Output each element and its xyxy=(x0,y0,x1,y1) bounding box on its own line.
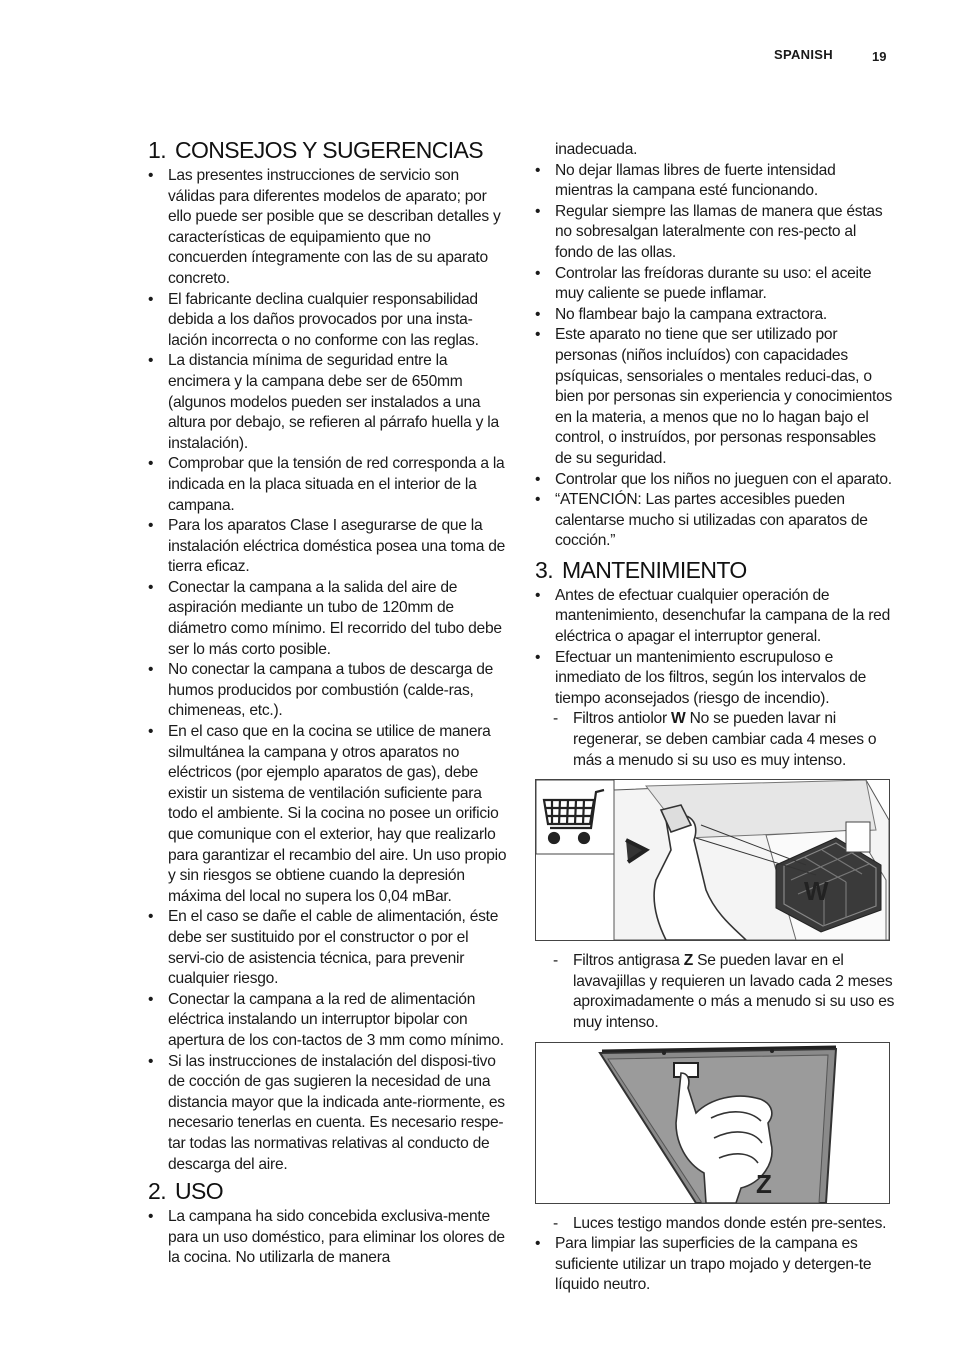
section-3-list-end xyxy=(535,1214,895,1296)
section-1-number: 1. xyxy=(148,137,166,163)
list-item: • Efectuar un mantenimiento escrupuloso e inmediato de los filtros, según los intervalos de tiempo aconsejados (riesgo de incendio). xyxy=(535,648,895,710)
section-2-list-right xyxy=(535,161,895,552)
list-item: • Este aparato no tiene que ser utilizado por personas (niños incluídos) con capacidades psíquicas, sensoriales o mentales reduci-das, o bien por personas sin experiencia y conocimientos en la materia, a menos que no lo hagan bajo el control, o instruídos, por personas responsables de su seguridad. xyxy=(535,325,895,469)
list-item: • La distancia mínima de seguridad entre la encimera y la campana debe ser de 650mm (algunos modelos pueden ser instalados a una altura por debajo, se refieren al párrafo huella y la instalación). xyxy=(148,351,508,454)
odor-filter-figure xyxy=(535,779,890,941)
list-item: • Comprobar que la tensión de red corresponda a la indicada en la placa situada en el interior de la campana. xyxy=(148,454,508,516)
figure-label-z: Z xyxy=(756,1168,772,1199)
list-item: • No flambear bajo la campana extractora. xyxy=(535,305,895,326)
right-column xyxy=(535,140,895,1296)
grease-filter-illustration xyxy=(536,1043,889,1203)
page-number: 19 xyxy=(872,49,887,64)
list-item: • “ATENCIÓN: Las partes accesibles pueden calentarse mucho si utilizadas con aparatos de cocción.” xyxy=(535,490,895,552)
section-3-heading xyxy=(535,557,895,583)
lights-item: - Luces testigo mandos donde estén pre-sentes. xyxy=(535,1214,895,1235)
figure-label-w: W xyxy=(804,876,829,907)
section-2-number: 2. xyxy=(148,1178,166,1205)
list-item: • Para los aparatos Clase I asegurarse de que la instalación eléctrica doméstica posea una toma de tierra eficaz. xyxy=(148,516,508,578)
section-3-number: 3. xyxy=(535,556,553,583)
section-2-list-left xyxy=(148,1207,508,1269)
list-item: • El fabricante declina cualquier responsabilidad debida a los daños provocados por una insta-lación incorrecta o no conforme con las reglas. xyxy=(148,290,508,352)
section-3-list-z xyxy=(535,951,895,1033)
list-item: • Las presentes instrucciones de servicio son válidas para diferentes modelos de aparato; por ello puede ser posible que se describan detalles y características de equipamiento que no concuerden íntegramente con las de su aparato concreto. xyxy=(148,166,508,290)
list-item: • No dejar llamas libres de fuerte intensidad mientras la campana esté funcionando. xyxy=(535,161,895,202)
section-3-list xyxy=(535,586,895,771)
list-item: • Conectar la campana a la red de alimentación eléctrica instalando un interruptor bipolar con apertura de los con-tactos de 3 mm como mínimo. xyxy=(148,990,508,1052)
left-column xyxy=(148,137,508,1269)
list-item: • No conectar la campana a tubos de descarga de humos producidos por combustión (calde-ras, chimeneas, etc.). xyxy=(148,660,508,722)
list-item: • Antes de efectuar cualquier operación de mantenimiento, desenchufar la campana de la red eléctrica o apagar el interruptor general. xyxy=(535,586,895,648)
odor-filter-illustration xyxy=(536,780,889,940)
section-3-title: MANTENIMIENTO xyxy=(561,556,747,583)
list-item: • En el caso que en la cocina se utilice de manera silmultánea la campana y otros aparatos no eléctricos (por ejemplo aparatos de gas), debe existir un sistema de ventilación suficiente para todo el ambiente. Si la cocina no posee un orificio que comunique con el exterior, hay que realizarlo para garantizar el recambio del aire. Un uso propio y sin riesgos se obtiene cuando la depresión máxima del local no supera los 0,04 mBar. xyxy=(148,722,508,907)
list-item: • Controlar que los niños no jueguen con el aparato. xyxy=(535,470,895,491)
section-1-list xyxy=(148,166,508,1175)
section-2-heading xyxy=(148,1178,508,1204)
section-1-title: CONSEJOS Y SUGERENCIAS xyxy=(174,137,484,163)
list-item: • La campana ha sido concebida exclusiva-mente para un uso doméstico, para eliminar los olores de la cocina. No utilizarla de manera xyxy=(148,1207,508,1269)
section-1-heading xyxy=(148,137,508,163)
list-item: • Regular siempre las llamas de manera que éstas no sobresalgan lateralmente con res-pecto al fondo de las ollas. xyxy=(535,202,895,264)
list-item: • En el caso se dañe el cable de alimentación, éste debe ser sustituido por el constructor o por el servi-cio de asistencia técnica, para prevenir cualquier riesgo. xyxy=(148,907,508,989)
list-item: • Conectar la campana a la salida del aire de aspiración mediante un tubo de 120mm de diámetro como mínimo. El recorrido del tubo debe ser lo más corto posible. xyxy=(148,578,508,660)
filter-z-item: - Filtros antigrasa Z Se pueden lavar en el lavavajillas y requieren un lavado cada 2 meses aproximadamente o más a menudo si su uso es muy intenso. xyxy=(535,951,895,1033)
list-item: • Para limpiar las superficies de la campana es suficiente utilizar un trapo mojado y detergen-te líquido neutro. xyxy=(535,1234,895,1296)
section-2-continuation: inadecuada. xyxy=(555,141,638,158)
grease-filter-figure xyxy=(535,1042,890,1204)
list-item: • Controlar las freídoras durante su uso: el aceite muy caliente se puede inflamar. xyxy=(535,264,895,305)
header-language: SPANISH xyxy=(774,47,833,62)
list-item: • Si las instrucciones de instalación del disposi-tivo de cocción de gas sugieren la necesidad de una distancia mayor que la indicada ante-riormente, es necesario tenerlas en cuenta. Es necesario respe-tar todas las normativas relativas al conducto de descarga del aire. xyxy=(148,1052,508,1176)
filter-w-item: - Filtros antiolor W No se pueden lavar ni regenerar, se deben cambiar cada 4 meses o más a menudo si su uso es muy intenso. xyxy=(535,709,895,771)
section-2-title: USO xyxy=(174,1178,224,1205)
